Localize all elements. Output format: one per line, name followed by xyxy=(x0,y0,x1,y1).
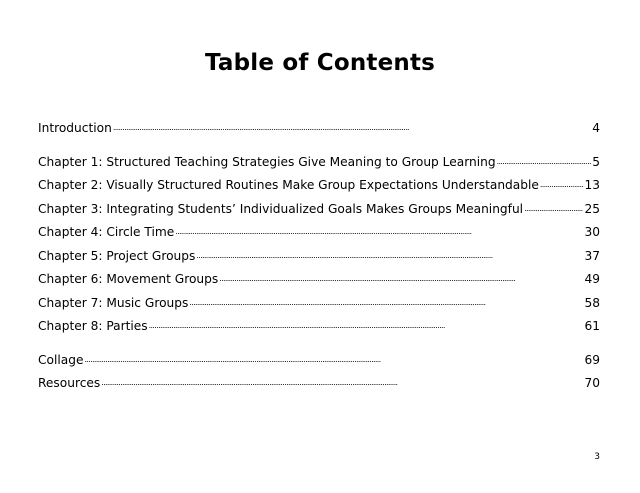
toc-entry xyxy=(38,120,600,144)
toc-entry-page: 4 xyxy=(592,121,600,136)
toc-entry-label: Chapter 7: Music Groups xyxy=(38,295,189,310)
toc-entry-page: 69 xyxy=(584,352,600,367)
toc-entry xyxy=(38,375,600,399)
dot-leader xyxy=(524,201,583,213)
toc-entry-label: Introduction xyxy=(38,121,112,136)
toc-entry-label: Collage xyxy=(38,352,84,367)
dot-leader xyxy=(189,295,583,307)
toc-entry-label: Chapter 1: Structured Teaching Strategies Give Meaning to Group Learning xyxy=(38,154,496,169)
toc-entry-label: Chapter 4: Circle Time xyxy=(38,225,175,240)
dot-leader xyxy=(540,177,584,189)
toc-entry xyxy=(38,295,600,319)
toc-entry-page: 61 xyxy=(584,319,600,334)
toc-entry-label: Chapter 3: Integrating Students’ Individualized Goals Makes Groups Meaningful xyxy=(38,201,524,216)
dot-leader xyxy=(113,120,591,132)
dot-leader xyxy=(84,352,583,364)
page-number: 3 xyxy=(594,452,600,462)
toc-entry-page: 13 xyxy=(584,178,600,193)
toc-entry xyxy=(38,154,600,178)
toc-entry-page: 70 xyxy=(584,376,600,391)
toc-entry xyxy=(38,271,600,295)
dot-leader xyxy=(175,224,583,236)
toc-entry xyxy=(38,224,600,248)
toc-entry xyxy=(38,177,600,201)
page-title: Table of Contents xyxy=(204,50,436,76)
table-of-contents xyxy=(38,120,600,399)
toc-entry-page: 49 xyxy=(584,272,600,287)
toc-entry-page: 25 xyxy=(584,201,600,216)
toc-entry-page: 37 xyxy=(584,248,600,263)
group-spacer xyxy=(38,144,600,154)
toc-entry xyxy=(38,352,600,376)
toc-entry-page: 5 xyxy=(592,154,600,169)
toc-entry-label: Chapter 6: Movement Groups xyxy=(38,272,219,287)
toc-entry-label: Chapter 2: Visually Structured Routines Make Group Expectations Understandable xyxy=(38,178,539,193)
toc-entry-label: Resources xyxy=(38,376,101,391)
toc-entry xyxy=(38,201,600,225)
toc-entry-label: Chapter 5: Project Groups xyxy=(38,248,196,263)
toc-entry-page: 58 xyxy=(584,295,600,310)
toc-entry-page: 30 xyxy=(584,225,600,240)
dot-leader xyxy=(196,248,583,260)
group-spacer xyxy=(38,342,600,352)
dot-leader xyxy=(101,375,583,387)
dot-leader xyxy=(497,154,592,166)
toc-entry xyxy=(38,248,600,272)
toc-entry xyxy=(38,318,600,342)
dot-leader xyxy=(149,318,584,330)
dot-leader xyxy=(219,271,583,283)
toc-entry-label: Chapter 8: Parties xyxy=(38,319,148,334)
